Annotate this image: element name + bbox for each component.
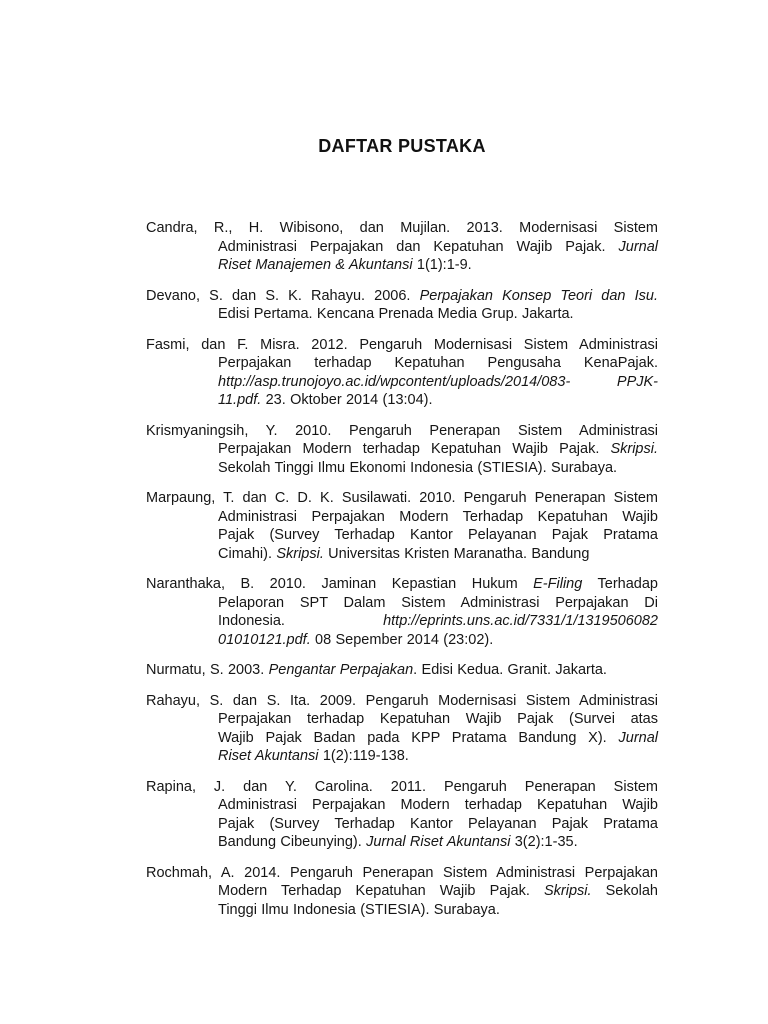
reference-text: Indonesia.	[218, 613, 384, 629]
reference-text: 1(1):1-9.	[412, 257, 472, 273]
reference-text-italic: Skripsi.	[610, 441, 658, 457]
reference-text: Candra, R., H. Wibisono, dan Mujilan. 2013. Modernisasi Sistem	[146, 220, 658, 236]
reference-line	[218, 354, 658, 373]
reference-text-italic: 01010121.pdf.	[218, 631, 311, 648]
reference-text: Pajak (Survey Terhadap Kantor Pelayanan Pajak Pratama	[218, 815, 658, 832]
reference-entry	[146, 336, 658, 410]
reference-entry	[146, 489, 658, 563]
reference-text: Administrasi Perpajakan Modern terhadap Kepatuhan Wajib	[218, 797, 658, 813]
reference-text: Perpajakan Modern terhadap Kepatuhan Wajib Pajak.	[218, 441, 611, 457]
reference-text: Cimahi).	[218, 545, 277, 562]
reference-line	[218, 256, 658, 275]
reference-entry	[146, 661, 658, 680]
reference-line	[146, 661, 658, 680]
reference-text: Wajib Pajak Badan pada KPP Pratama Bandung X).	[218, 729, 619, 746]
reference-text: Perpajakan terhadap Kepatuhan Pengusaha KenaPajak.	[218, 355, 658, 371]
reference-text: Naranthaka, B. 2010. Jaminan Kepastian Hukum	[146, 576, 534, 592]
reference-line	[218, 440, 658, 459]
reference-text-italic: http://asp.trunojoyo.ac.id/wpcontent/uploads/2014/083- PPJK-	[218, 373, 658, 390]
reference-text: . Edisi Kedua. Granit. Jakarta.	[413, 662, 607, 678]
reference-text-italic: http://eprints.uns.ac.id/7331/1/1319506082	[383, 613, 658, 629]
reference-text: Sekolah	[591, 883, 658, 899]
reference-entry	[146, 778, 658, 852]
reference-line	[218, 373, 658, 392]
reference-text: Tinggi Ilmu Indonesia (STIESIA). Surabaya.	[218, 901, 500, 918]
reference-text: Universitas Kristen Maranatha. Bandung	[323, 545, 590, 562]
reference-line	[218, 815, 658, 834]
reference-entry	[146, 864, 658, 920]
reference-text: Administrasi Perpajakan dan Kepatuhan Wajib Pajak.	[218, 238, 619, 255]
reference-text-italic: Pengantar Perpajakan	[268, 662, 414, 678]
reference-line	[146, 287, 658, 306]
reference-line	[218, 710, 658, 729]
reference-text: Modern Terhadap Kepatuhan Wajib Pajak.	[218, 883, 544, 899]
reference-line	[218, 901, 658, 920]
reference-text-italic: Riset Manajemen & Akuntansi	[218, 257, 413, 273]
reference-text-italic: Skripsi.	[543, 883, 592, 899]
reference-text: Fasmi, dan F. Misra. 2012. Pengaruh Modernisasi Sistem Administrasi	[146, 336, 658, 353]
reference-entry	[146, 692, 658, 766]
reference-line	[218, 747, 658, 766]
reference-line	[146, 422, 658, 441]
reference-line	[146, 489, 658, 508]
reference-line	[218, 545, 658, 564]
reference-line	[218, 526, 658, 545]
reference-text: 08 Sepember 2014 (23:02).	[310, 631, 494, 648]
reference-text: Administrasi Perpajakan Modern Terhadap Kepatuhan Wajib	[218, 508, 658, 525]
reference-text-italic: Jurnal Riset Akuntansi	[366, 834, 511, 850]
reference-entry	[146, 219, 658, 275]
reference-text: Rochmah, A. 2014. Pengaruh Penerapan Sistem Administrasi Perpajakan	[146, 864, 658, 881]
reference-text-italic: Jurnal	[618, 238, 658, 255]
reference-text: Rahayu, S. dan S. Ita. 2009. Pengaruh Modernisasi Sistem Administrasi	[146, 692, 658, 709]
reference-entry	[146, 422, 658, 478]
reference-line	[218, 612, 658, 631]
reference-line	[146, 692, 658, 711]
reference-text-italic: Jurnal	[618, 729, 658, 746]
reference-line	[146, 864, 658, 883]
reference-line	[146, 575, 658, 594]
reference-text: Bandung Cibeunying).	[218, 834, 367, 850]
page-title: DAFTAR PUSTAKA	[318, 136, 486, 156]
reference-text: Terhadap	[582, 576, 658, 592]
reference-line	[218, 882, 658, 901]
reference-line	[218, 459, 658, 478]
reference-text: Pelaporan SPT Dalam Sistem Administrasi Perpajakan Di	[218, 594, 658, 611]
reference-text: Rapina, J. dan Y. Carolina. 2011. Pengaruh Penerapan Sistem	[146, 778, 658, 795]
reference-line	[146, 219, 658, 238]
reference-entry	[146, 287, 658, 324]
reference-line	[218, 305, 658, 324]
reference-line	[218, 391, 658, 410]
reference-line	[218, 729, 658, 748]
reference-text: Marpaung, T. dan C. D. K. Susilawati. 2010. Pengaruh Penerapan Sistem	[146, 490, 658, 506]
reference-text: 3(2):1-35.	[510, 834, 578, 850]
reference-text-italic: Perpajakan Konsep Teori dan Isu.	[419, 287, 658, 304]
reference-line	[218, 238, 658, 257]
reference-text: Krismyaningsih, Y. 2010. Pengaruh Penerapan Sistem Administrasi	[146, 422, 658, 439]
reference-line	[218, 833, 658, 852]
reference-line	[146, 336, 658, 355]
reference-text: 23. Oktober 2014 (13:04).	[261, 392, 433, 408]
reference-line	[218, 594, 658, 613]
reference-line	[218, 631, 658, 650]
reference-text: Nurmatu, S. 2003.	[146, 662, 269, 678]
reference-text-italic: 11.pdf.	[218, 392, 262, 408]
reference-text: 1(2):119-138.	[318, 748, 409, 764]
reference-text: Perpajakan terhadap Kepatuhan Wajib Pajak (Survei atas	[218, 711, 658, 727]
reference-entry	[146, 575, 658, 649]
reference-text: Devano, S. dan S. K. Rahayu. 2006.	[146, 287, 420, 304]
reference-text: Sekolah Tinggi Ilmu Ekonomi Indonesia (STIESIA). Surabaya.	[218, 459, 618, 476]
reference-line	[146, 778, 658, 797]
reference-line	[218, 796, 658, 815]
reference-line	[218, 508, 658, 527]
reference-text-italic: Riset Akuntansi	[218, 748, 319, 764]
references-list	[146, 219, 658, 931]
reference-text-italic: E-Filing	[533, 576, 583, 592]
reference-text: Pajak (Survey Terhadap Kantor Pelayanan Pajak Pratama	[218, 527, 658, 543]
reference-text-italic: Skripsi.	[276, 545, 324, 562]
reference-text: Edisi Pertama. Kencana Prenada Media Grup. Jakarta.	[218, 306, 574, 322]
